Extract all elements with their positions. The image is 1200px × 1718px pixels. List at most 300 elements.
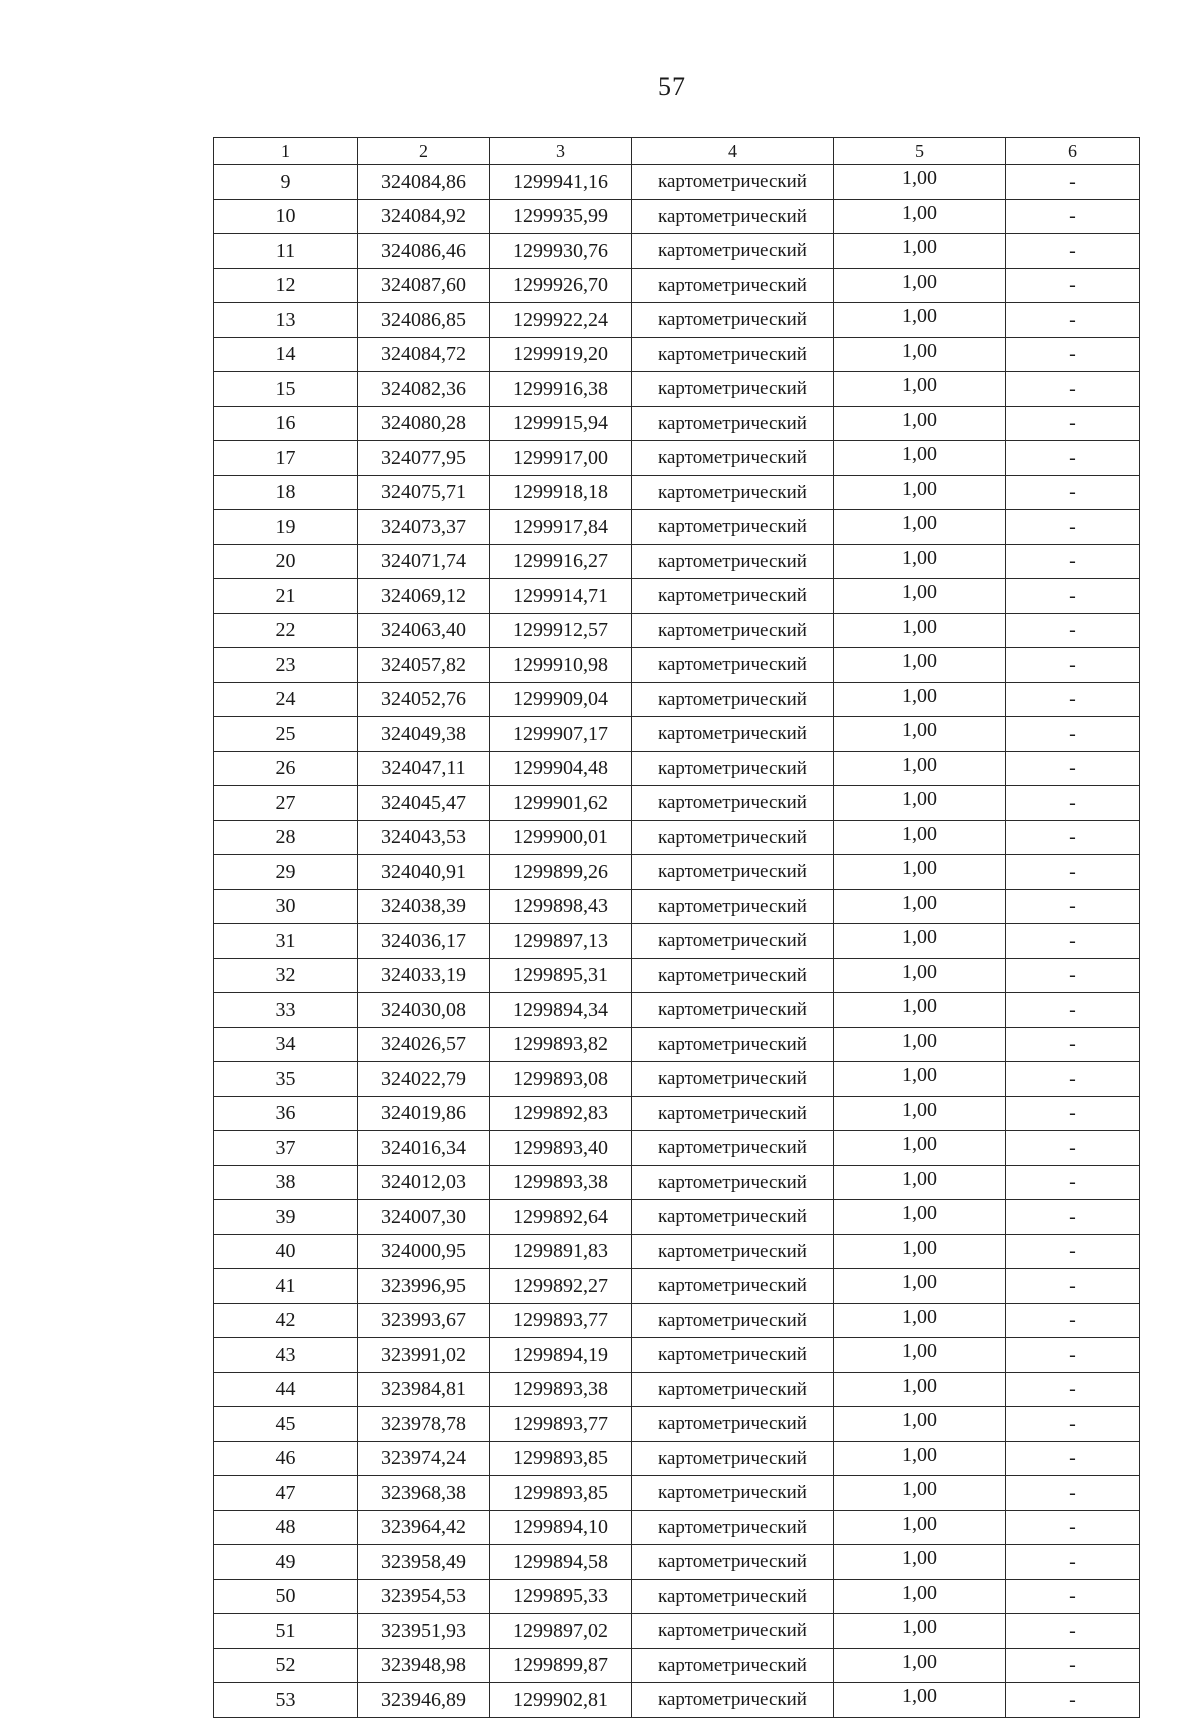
accuracy-cell: 1,00 (834, 199, 1006, 234)
table-row (214, 372, 1140, 407)
y-coordinate-cell: 1299941,16 (490, 165, 632, 200)
point-number-cell: 22 (214, 613, 358, 648)
note-cell: - (1006, 372, 1140, 407)
accuracy-cell: 1,00 (834, 1372, 1006, 1407)
point-number-cell: 47 (214, 1476, 358, 1511)
y-coordinate-cell: 1299930,76 (490, 234, 632, 269)
x-coordinate-cell: 324012,03 (358, 1165, 490, 1200)
table-row (214, 441, 1140, 476)
table-row (214, 889, 1140, 924)
note-cell: - (1006, 303, 1140, 338)
point-number-cell: 32 (214, 958, 358, 993)
table-row (214, 1579, 1140, 1614)
note-cell: - (1006, 1269, 1140, 1304)
table-row (214, 1131, 1140, 1166)
method-cell: картометрический (632, 1579, 834, 1614)
accuracy-cell: 1,00 (834, 1096, 1006, 1131)
x-coordinate-cell: 324052,76 (358, 682, 490, 717)
y-coordinate-cell: 1299895,33 (490, 1579, 632, 1614)
table-row (214, 855, 1140, 890)
method-cell: картометрический (632, 1614, 834, 1649)
accuracy-cell: 1,00 (834, 1234, 1006, 1269)
accuracy-cell: 1,00 (834, 1269, 1006, 1304)
x-coordinate-cell: 324071,74 (358, 544, 490, 579)
table-row (214, 1441, 1140, 1476)
method-cell: картометрический (632, 1131, 834, 1166)
point-number-cell: 52 (214, 1648, 358, 1683)
method-cell: картометрический (632, 303, 834, 338)
x-coordinate-cell: 323948,98 (358, 1648, 490, 1683)
point-number-cell: 10 (214, 199, 358, 234)
method-cell: картометрический (632, 993, 834, 1028)
y-coordinate-cell: 1299900,01 (490, 820, 632, 855)
note-cell: - (1006, 544, 1140, 579)
point-number-cell: 36 (214, 1096, 358, 1131)
accuracy-cell: 1,00 (834, 1062, 1006, 1097)
accuracy-cell: 1,00 (834, 648, 1006, 683)
table-row (214, 303, 1140, 338)
x-coordinate-cell: 323996,95 (358, 1269, 490, 1304)
accuracy-cell: 1,00 (834, 303, 1006, 338)
point-number-cell: 27 (214, 786, 358, 821)
y-coordinate-cell: 1299898,43 (490, 889, 632, 924)
point-number-cell: 45 (214, 1407, 358, 1442)
column-header: 5 (834, 138, 1006, 165)
y-coordinate-cell: 1299895,31 (490, 958, 632, 993)
accuracy-cell: 1,00 (834, 958, 1006, 993)
x-coordinate-cell: 324084,72 (358, 337, 490, 372)
x-coordinate-cell: 324057,82 (358, 648, 490, 683)
y-coordinate-cell: 1299893,38 (490, 1372, 632, 1407)
x-coordinate-cell: 324007,30 (358, 1200, 490, 1235)
point-number-cell: 20 (214, 544, 358, 579)
point-number-cell: 50 (214, 1579, 358, 1614)
accuracy-cell: 1,00 (834, 820, 1006, 855)
accuracy-cell: 1,00 (834, 372, 1006, 407)
x-coordinate-cell: 323954,53 (358, 1579, 490, 1614)
note-cell: - (1006, 441, 1140, 476)
y-coordinate-cell: 1299891,83 (490, 1234, 632, 1269)
method-cell: картометрический (632, 1648, 834, 1683)
table-row (214, 786, 1140, 821)
x-coordinate-cell: 323993,67 (358, 1303, 490, 1338)
accuracy-cell: 1,00 (834, 1476, 1006, 1511)
accuracy-cell: 1,00 (834, 475, 1006, 510)
table-row (214, 1683, 1140, 1718)
accuracy-cell: 1,00 (834, 234, 1006, 269)
point-number-cell: 48 (214, 1510, 358, 1545)
method-cell: картометрический (632, 1407, 834, 1442)
point-number-cell: 25 (214, 717, 358, 752)
method-cell: картометрический (632, 682, 834, 717)
y-coordinate-cell: 1299909,04 (490, 682, 632, 717)
point-number-cell: 42 (214, 1303, 358, 1338)
table-row (214, 234, 1140, 269)
accuracy-cell: 1,00 (834, 889, 1006, 924)
coordinates-table (213, 137, 1140, 1718)
method-cell: картометрический (632, 1545, 834, 1580)
x-coordinate-cell: 324022,79 (358, 1062, 490, 1097)
y-coordinate-cell: 1299899,26 (490, 855, 632, 890)
note-cell: - (1006, 889, 1140, 924)
table-header-row (214, 138, 1140, 165)
method-cell: картометрический (632, 1200, 834, 1235)
coordinates-table-container (213, 137, 1139, 1718)
note-cell: - (1006, 1407, 1140, 1442)
note-cell: - (1006, 1200, 1140, 1235)
accuracy-cell: 1,00 (834, 993, 1006, 1028)
note-cell: - (1006, 1165, 1140, 1200)
method-cell: картометрический (632, 1476, 834, 1511)
method-cell: картометрический (632, 1338, 834, 1373)
y-coordinate-cell: 1299893,77 (490, 1407, 632, 1442)
method-cell: картометрический (632, 820, 834, 855)
method-cell: картометрический (632, 475, 834, 510)
method-cell: картометрический (632, 406, 834, 441)
y-coordinate-cell: 1299926,70 (490, 268, 632, 303)
method-cell: картометрический (632, 579, 834, 614)
x-coordinate-cell: 323974,24 (358, 1441, 490, 1476)
table-row (214, 682, 1140, 717)
table-body (214, 138, 1140, 1718)
point-number-cell: 26 (214, 751, 358, 786)
method-cell: картометрический (632, 268, 834, 303)
point-number-cell: 13 (214, 303, 358, 338)
table-row (214, 1027, 1140, 1062)
y-coordinate-cell: 1299916,27 (490, 544, 632, 579)
note-cell: - (1006, 337, 1140, 372)
note-cell: - (1006, 1545, 1140, 1580)
point-number-cell: 21 (214, 579, 358, 614)
accuracy-cell: 1,00 (834, 337, 1006, 372)
note-cell: - (1006, 165, 1140, 200)
note-cell: - (1006, 1062, 1140, 1097)
method-cell: картометрический (632, 372, 834, 407)
y-coordinate-cell: 1299922,24 (490, 303, 632, 338)
x-coordinate-cell: 324000,95 (358, 1234, 490, 1269)
table-row (214, 337, 1140, 372)
y-coordinate-cell: 1299919,20 (490, 337, 632, 372)
x-coordinate-cell: 324082,36 (358, 372, 490, 407)
table-row (214, 820, 1140, 855)
point-number-cell: 43 (214, 1338, 358, 1373)
table-row (214, 717, 1140, 752)
column-header: 1 (214, 138, 358, 165)
table-row (214, 1614, 1140, 1649)
method-cell: картометрический (632, 1269, 834, 1304)
table-row (214, 544, 1140, 579)
x-coordinate-cell: 324075,71 (358, 475, 490, 510)
table-row (214, 648, 1140, 683)
x-coordinate-cell: 324086,85 (358, 303, 490, 338)
note-cell: - (1006, 1648, 1140, 1683)
x-coordinate-cell: 324036,17 (358, 924, 490, 959)
y-coordinate-cell: 1299893,85 (490, 1476, 632, 1511)
table-row (214, 1338, 1140, 1373)
accuracy-cell: 1,00 (834, 1165, 1006, 1200)
table-row (214, 1372, 1140, 1407)
accuracy-cell: 1,00 (834, 406, 1006, 441)
note-cell: - (1006, 993, 1140, 1028)
x-coordinate-cell: 324026,57 (358, 1027, 490, 1062)
point-number-cell: 53 (214, 1683, 358, 1718)
table-row (214, 1062, 1140, 1097)
accuracy-cell: 1,00 (834, 786, 1006, 821)
accuracy-cell: 1,00 (834, 1338, 1006, 1373)
point-number-cell: 38 (214, 1165, 358, 1200)
accuracy-cell: 1,00 (834, 1407, 1006, 1442)
table-row (214, 1407, 1140, 1442)
y-coordinate-cell: 1299893,40 (490, 1131, 632, 1166)
note-cell: - (1006, 1510, 1140, 1545)
table-row (214, 1545, 1140, 1580)
point-number-cell: 33 (214, 993, 358, 1028)
y-coordinate-cell: 1299892,27 (490, 1269, 632, 1304)
point-number-cell: 34 (214, 1027, 358, 1062)
note-cell: - (1006, 1027, 1140, 1062)
x-coordinate-cell: 324049,38 (358, 717, 490, 752)
point-number-cell: 12 (214, 268, 358, 303)
method-cell: картометрический (632, 613, 834, 648)
table-row (214, 613, 1140, 648)
note-cell: - (1006, 1303, 1140, 1338)
point-number-cell: 35 (214, 1062, 358, 1097)
note-cell: - (1006, 1683, 1140, 1718)
y-coordinate-cell: 1299904,48 (490, 751, 632, 786)
method-cell: картометрический (632, 199, 834, 234)
x-coordinate-cell: 323946,89 (358, 1683, 490, 1718)
y-coordinate-cell: 1299893,08 (490, 1062, 632, 1097)
note-cell: - (1006, 1579, 1140, 1614)
note-cell: - (1006, 1614, 1140, 1649)
y-coordinate-cell: 1299892,64 (490, 1200, 632, 1235)
note-cell: - (1006, 717, 1140, 752)
point-number-cell: 39 (214, 1200, 358, 1235)
x-coordinate-cell: 324038,39 (358, 889, 490, 924)
table-row (214, 958, 1140, 993)
x-coordinate-cell: 324087,60 (358, 268, 490, 303)
y-coordinate-cell: 1299894,19 (490, 1338, 632, 1373)
method-cell: картометрический (632, 648, 834, 683)
accuracy-cell: 1,00 (834, 1648, 1006, 1683)
table-row (214, 1096, 1140, 1131)
y-coordinate-cell: 1299912,57 (490, 613, 632, 648)
accuracy-cell: 1,00 (834, 1027, 1006, 1062)
point-number-cell: 28 (214, 820, 358, 855)
table-row (214, 924, 1140, 959)
method-cell: картометрический (632, 165, 834, 200)
accuracy-cell: 1,00 (834, 717, 1006, 752)
table-row (214, 579, 1140, 614)
table-row (214, 510, 1140, 545)
y-coordinate-cell: 1299899,87 (490, 1648, 632, 1683)
y-coordinate-cell: 1299894,58 (490, 1545, 632, 1580)
x-coordinate-cell: 324040,91 (358, 855, 490, 890)
note-cell: - (1006, 958, 1140, 993)
note-cell: - (1006, 1441, 1140, 1476)
point-number-cell: 24 (214, 682, 358, 717)
note-cell: - (1006, 751, 1140, 786)
note-cell: - (1006, 234, 1140, 269)
point-number-cell: 31 (214, 924, 358, 959)
y-coordinate-cell: 1299901,62 (490, 786, 632, 821)
y-coordinate-cell: 1299918,18 (490, 475, 632, 510)
point-number-cell: 14 (214, 337, 358, 372)
accuracy-cell: 1,00 (834, 441, 1006, 476)
x-coordinate-cell: 324063,40 (358, 613, 490, 648)
table-row (214, 268, 1140, 303)
method-cell: картометрический (632, 924, 834, 959)
table-row (214, 751, 1140, 786)
point-number-cell: 29 (214, 855, 358, 890)
note-cell: - (1006, 1234, 1140, 1269)
note-cell: - (1006, 579, 1140, 614)
x-coordinate-cell: 324030,08 (358, 993, 490, 1028)
column-header: 6 (1006, 138, 1140, 165)
x-coordinate-cell: 324080,28 (358, 406, 490, 441)
accuracy-cell: 1,00 (834, 1614, 1006, 1649)
y-coordinate-cell: 1299935,99 (490, 199, 632, 234)
note-cell: - (1006, 475, 1140, 510)
method-cell: картометрический (632, 1303, 834, 1338)
method-cell: картометрический (632, 1683, 834, 1718)
x-coordinate-cell: 323991,02 (358, 1338, 490, 1373)
x-coordinate-cell: 323978,78 (358, 1407, 490, 1442)
note-cell: - (1006, 682, 1140, 717)
column-header: 4 (632, 138, 834, 165)
x-coordinate-cell: 324045,47 (358, 786, 490, 821)
x-coordinate-cell: 324073,37 (358, 510, 490, 545)
accuracy-cell: 1,00 (834, 924, 1006, 959)
accuracy-cell: 1,00 (834, 544, 1006, 579)
accuracy-cell: 1,00 (834, 1683, 1006, 1718)
point-number-cell: 15 (214, 372, 358, 407)
y-coordinate-cell: 1299893,77 (490, 1303, 632, 1338)
method-cell: картометрический (632, 1027, 834, 1062)
table-row (214, 406, 1140, 441)
point-number-cell: 19 (214, 510, 358, 545)
point-number-cell: 44 (214, 1372, 358, 1407)
y-coordinate-cell: 1299893,82 (490, 1027, 632, 1062)
table-row (214, 993, 1140, 1028)
note-cell: - (1006, 510, 1140, 545)
table-row (214, 475, 1140, 510)
column-header: 3 (490, 138, 632, 165)
method-cell: картометрический (632, 1165, 834, 1200)
page-number: 57 (658, 72, 686, 101)
y-coordinate-cell: 1299893,85 (490, 1441, 632, 1476)
y-coordinate-cell: 1299914,71 (490, 579, 632, 614)
point-number-cell: 9 (214, 165, 358, 200)
y-coordinate-cell: 1299893,38 (490, 1165, 632, 1200)
point-number-cell: 23 (214, 648, 358, 683)
accuracy-cell: 1,00 (834, 1303, 1006, 1338)
table-row (214, 199, 1140, 234)
method-cell: картометрический (632, 1441, 834, 1476)
x-coordinate-cell: 324033,19 (358, 958, 490, 993)
accuracy-cell: 1,00 (834, 613, 1006, 648)
accuracy-cell: 1,00 (834, 165, 1006, 200)
note-cell: - (1006, 613, 1140, 648)
point-number-cell: 17 (214, 441, 358, 476)
table-row (214, 1234, 1140, 1269)
note-cell: - (1006, 199, 1140, 234)
x-coordinate-cell: 323951,93 (358, 1614, 490, 1649)
accuracy-cell: 1,00 (834, 1510, 1006, 1545)
method-cell: картометрический (632, 544, 834, 579)
method-cell: картометрический (632, 889, 834, 924)
method-cell: картометрический (632, 1062, 834, 1097)
note-cell: - (1006, 1096, 1140, 1131)
x-coordinate-cell: 324047,11 (358, 751, 490, 786)
x-coordinate-cell: 324086,46 (358, 234, 490, 269)
x-coordinate-cell: 323968,38 (358, 1476, 490, 1511)
method-cell: картометрический (632, 855, 834, 890)
y-coordinate-cell: 1299897,13 (490, 924, 632, 959)
x-coordinate-cell: 323964,42 (358, 1510, 490, 1545)
method-cell: картометрический (632, 1510, 834, 1545)
table-row (214, 1648, 1140, 1683)
table-row (214, 1165, 1140, 1200)
note-cell: - (1006, 268, 1140, 303)
method-cell: картометрический (632, 958, 834, 993)
accuracy-cell: 1,00 (834, 1579, 1006, 1614)
table-row (214, 1269, 1140, 1304)
method-cell: картометрический (632, 1234, 834, 1269)
table-row (214, 1476, 1140, 1511)
accuracy-cell: 1,00 (834, 268, 1006, 303)
note-cell: - (1006, 786, 1140, 821)
accuracy-cell: 1,00 (834, 682, 1006, 717)
y-coordinate-cell: 1299894,10 (490, 1510, 632, 1545)
note-cell: - (1006, 855, 1140, 890)
method-cell: картометрический (632, 786, 834, 821)
method-cell: картометрический (632, 441, 834, 476)
point-number-cell: 30 (214, 889, 358, 924)
x-coordinate-cell: 324077,95 (358, 441, 490, 476)
accuracy-cell: 1,00 (834, 1545, 1006, 1580)
method-cell: картометрический (632, 234, 834, 269)
note-cell: - (1006, 1476, 1140, 1511)
x-coordinate-cell: 324084,92 (358, 199, 490, 234)
note-cell: - (1006, 820, 1140, 855)
y-coordinate-cell: 1299915,94 (490, 406, 632, 441)
point-number-cell: 18 (214, 475, 358, 510)
point-number-cell: 11 (214, 234, 358, 269)
point-number-cell: 51 (214, 1614, 358, 1649)
x-coordinate-cell: 324084,86 (358, 165, 490, 200)
y-coordinate-cell: 1299892,83 (490, 1096, 632, 1131)
y-coordinate-cell: 1299894,34 (490, 993, 632, 1028)
accuracy-cell: 1,00 (834, 510, 1006, 545)
point-number-cell: 41 (214, 1269, 358, 1304)
x-coordinate-cell: 323958,49 (358, 1545, 490, 1580)
table-row (214, 1303, 1140, 1338)
method-cell: картометрический (632, 1372, 834, 1407)
x-coordinate-cell: 324069,12 (358, 579, 490, 614)
y-coordinate-cell: 1299902,81 (490, 1683, 632, 1718)
note-cell: - (1006, 406, 1140, 441)
note-cell: - (1006, 924, 1140, 959)
y-coordinate-cell: 1299907,17 (490, 717, 632, 752)
note-cell: - (1006, 648, 1140, 683)
x-coordinate-cell: 323984,81 (358, 1372, 490, 1407)
table-row (214, 165, 1140, 200)
table-row (214, 1200, 1140, 1235)
accuracy-cell: 1,00 (834, 1441, 1006, 1476)
x-coordinate-cell: 324043,53 (358, 820, 490, 855)
note-cell: - (1006, 1338, 1140, 1373)
